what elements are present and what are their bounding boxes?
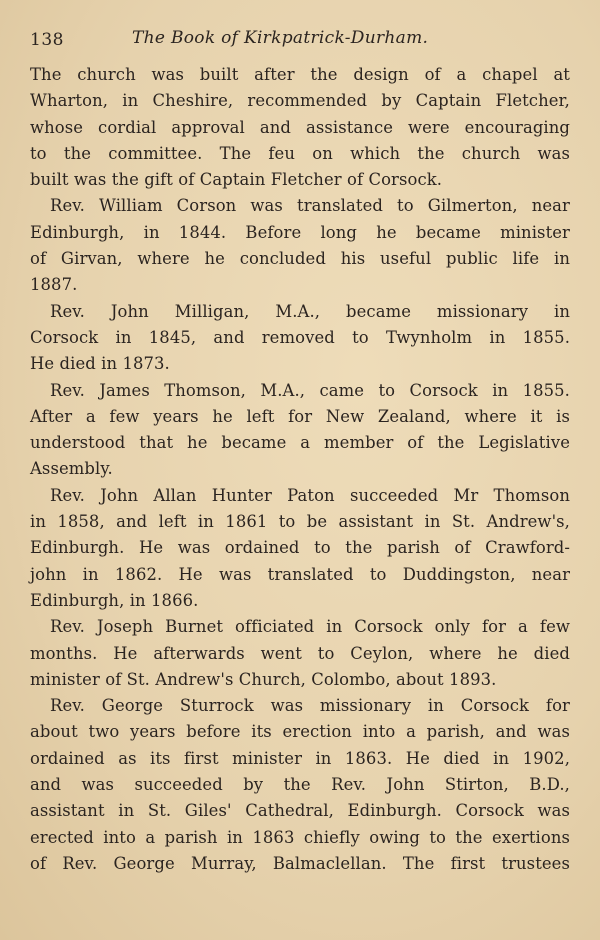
text-line: Edinburgh, in 1844. Before long he became minister — [30, 222, 570, 242]
text-line: months. He afterwards went to Ceylon, where he died — [30, 643, 570, 663]
body-text — [30, 62, 570, 877]
paragraph — [30, 193, 570, 298]
paragraph — [30, 693, 570, 877]
text-line: Rev. George Sturrock was missionary in Corsock for — [50, 696, 570, 716]
text-line: Rev. James Thomson, M.A., came to Corsock in 1855. — [50, 380, 570, 400]
text-line: 1887. — [30, 275, 78, 295]
text-line: and was succeeded by the Rev. John Stirton, B.D., — [30, 775, 570, 795]
text-line: about two years before its erection into a parish, and was — [30, 722, 570, 742]
text-line: built was the gift of Captain Fletcher of Corsock. — [30, 170, 443, 190]
text-line: Rev. William Corson was translated to Gilmerton, near — [50, 196, 570, 216]
paragraph — [30, 378, 570, 483]
paragraph — [30, 483, 570, 614]
text-line: in 1858, and left in 1861 to be assistant in St. Andrew's, — [30, 512, 570, 532]
text-line: of Rev. George Murray, Balmaclellan. The first trustees — [30, 853, 570, 873]
page-number: 138 — [30, 30, 64, 50]
text-line: Edinburgh, in 1866. — [30, 590, 199, 610]
paragraph — [30, 299, 570, 378]
text-line: whose cordial approval and assistance were encouraging — [30, 117, 570, 137]
text-line: assistant in St. Giles' Cathedral, Edinburgh. Corsock was — [30, 801, 570, 821]
text-line: ordained as its first minister in 1863. He died in 1902, — [30, 748, 570, 768]
text-line: Assembly. — [30, 459, 113, 479]
text-line: erected into a parish in 1863 chiefly owing to the exertions — [30, 827, 570, 847]
text-line: Rev. Joseph Burnet officiated in Corsock only for a few — [50, 617, 570, 637]
paragraph — [30, 614, 570, 693]
text-line: After a few years he left for New Zealand, where it is — [30, 406, 570, 426]
text-line: He died in 1873. — [30, 354, 170, 374]
running-head-title: The Book of Kirkpatrick-Durham. — [132, 28, 429, 48]
text-line: Wharton, in Cheshire, recommended by Captain Fletcher, — [30, 91, 570, 111]
text-line: The church was built after the design of a chapel at — [30, 65, 570, 84]
running-head — [30, 28, 580, 54]
text-line: Rev. John Allan Hunter Paton succeeded Mr Thomson — [50, 485, 570, 505]
text-line: understood that he became a member of the Legislative — [30, 433, 570, 453]
text-line: to the committee. The feu on which the church was — [30, 143, 570, 163]
text-line: john in 1862. He was translated to Duddingston, near — [30, 564, 570, 584]
text-line: Corsock in 1845, and removed to Twynholm in 1855. — [30, 327, 570, 347]
text-line: of Girvan, where he concluded his useful public life in — [30, 249, 570, 269]
text-line: Edinburgh. He was ordained to the parish of Crawford- — [30, 538, 570, 558]
text-line: Rev. John Milligan, M.A., became missionary in — [50, 301, 570, 321]
paragraph — [30, 62, 570, 193]
text-line: minister of St. Andrew's Church, Colombo, about 1893. — [30, 669, 497, 689]
